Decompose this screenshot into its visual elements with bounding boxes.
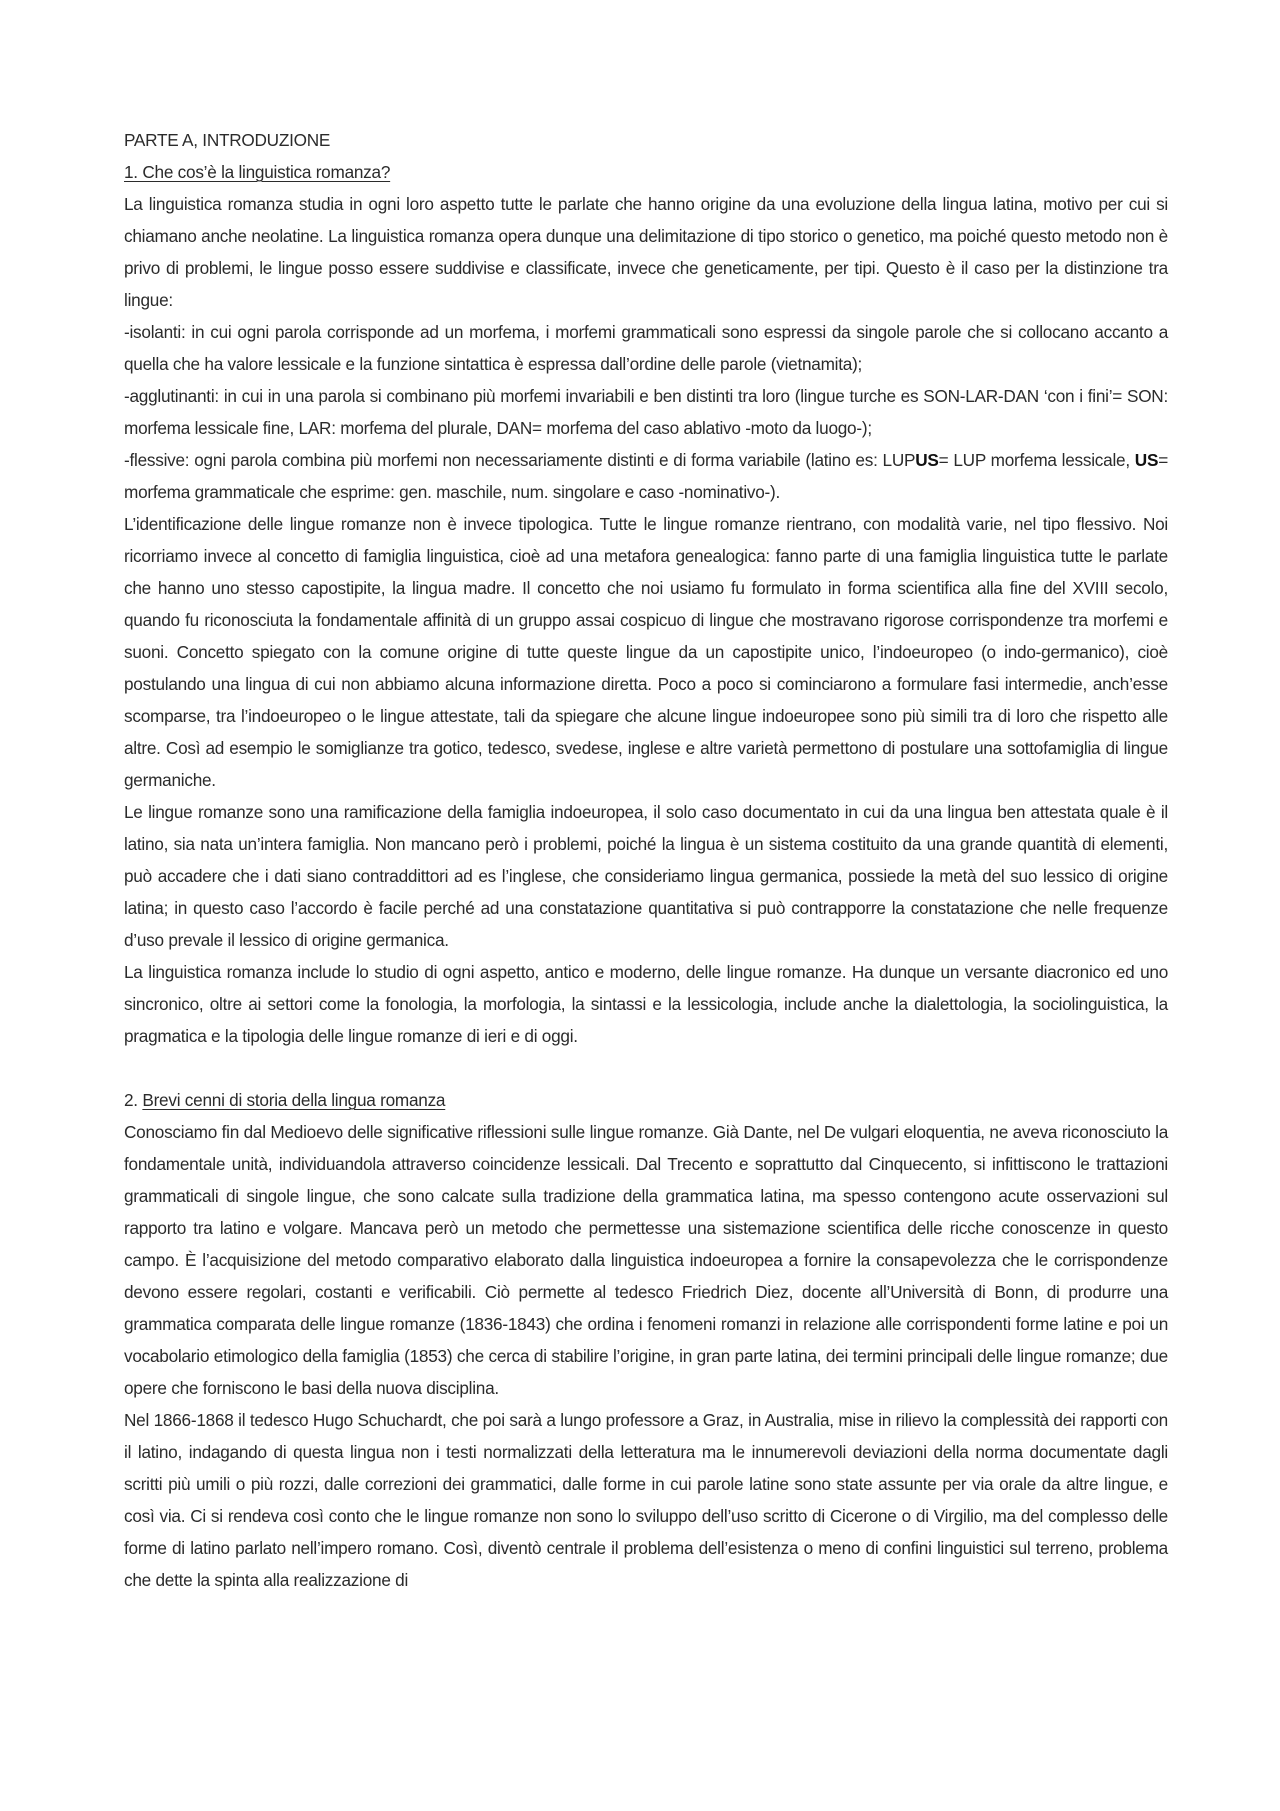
- section-2-title-text: Brevi cenni di storia della lingua romanza: [142, 1090, 446, 1110]
- section-2-paragraph-medioevo: Conosciamo fin dal Medioevo delle significative riflessioni sulle lingue romanze. Già Dante, nel De vulgari eloquentia, ne aveva riconosciuto la fondamentale unità, individuandola attraverso coincidenze lessicali. Dal Trecento e soprattutto dal Cinquecento, si infittiscono le trattazioni grammaticali di singole lingue, che sono calcate sulla tradizione della grammatica latina, ma spesso contengono acute osservazioni sul rapporto tra latino e volgare. Mancava però un metodo che permettesse una sistemazione scientifica delle ricche conoscenze in questo campo. È l’acquisizione del metodo comparativo elaborato dalla linguistica indoeuropea a fornire la consapevolezza che le corrispondenze devono essere regolari, costanti e verificabili. Ciò permette al tedesco Friedrich Diez, docente all’Università di Bonn, di produrre una grammatica comparata delle lingue romanze (1836-1843) che ordina i fenomeni romanzi in relazione alle corrispondenti forme latine e poi un vocabolario etimologico della famiglia (1853) che cerca di stabilire l’origine, in gran parte latina, dei termini principali delle lingue romanze; due opere che forniscono le basi della nuova disciplina.: [124, 1122, 1168, 1398]
- section-1-paragraph-isolanti: -isolanti: in cui ogni parola corrisponde ad un morfema, i morfemi grammaticali sono espressi da singole parole che si collocano accanto a quella che ha valore lessicale e la funzione sintattica è espressa dall’ordine delle parole (vietnamita);: [124, 322, 1168, 374]
- flessive-bold-suffix-2: US: [1134, 450, 1159, 470]
- section-1-paragraph-agglutinanti: -agglutinanti: in cui in una parola si combinano più morfemi invariabili e ben distinti tra loro (lingue turche es SON-LAR-DAN ‘con i fini’= SON: morfema lessicale fine, LAR: morfema del plurale, DAN= morfema del caso ablativo -moto da luogo-);: [124, 386, 1168, 438]
- section-2-title: [124, 1084, 1168, 1116]
- flessive-text-2: = LUP morfema lessicale,: [938, 450, 1135, 470]
- section-1-paragraph-identificazione: L’identificazione delle lingue romanze non è invece tipologica. Tutte le lingue romanze rientrano, con modalità varie, nel tipo flessivo. Noi ricorriamo invece al concetto di famiglia linguistica, cioè ad una metafora genealogica: fanno parte di una famiglia linguistica tutte le parlate che hanno uno stesso capostipite, la lingua madre. Il concetto che noi usiamo fu formulato in forma scientifica alla fine del XVIII secolo, quando fu riconosciuta la fondamentale affinità di un gruppo assai cospicuo di lingue che mostravano rigorose corrispondenze tra morfemi e suoni. Concetto spiegato con la comune origine di tutte queste lingue da un capostipite unico, l’indoeuropeo (o indo-germanico), cioè postulando una lingua di cui non abbiamo alcuna informazione diretta. Poco a poco si cominciarono a formulare fasi intermedie, anch’esse scomparse, tra l’indoeuropeo o le lingue attestate, tali da spiegare che alcune lingue indoeuropee sono più simili tra di loro che rispetto alle altre. Così ad esempio le somiglianze tra gotico, tedesco, svedese, inglese e altre varietà permettono di postulare una sottofamiglia di lingue germaniche.: [124, 514, 1168, 790]
- document-page: [124, 124, 1168, 1596]
- flessive-text-1: -flessive: ogni parola combina più morfemi non necessariamente distinti e di forma variabile (latino es: LUP: [124, 450, 916, 470]
- section-1-paragraph-intro: La linguistica romanza studia in ogni loro aspetto tutte le parlate che hanno origine da una evoluzione della lingua latina, motivo per cui si chiamano anche neolatine. La linguistica romanza opera dunque una delimitazione di tipo storico o genetico, ma poiché questo metodo non è privo di problemi, le lingue posso essere suddivise e classificate, invece che geneticamente, per tipi. Questo è il caso per la distinzione tra lingue:: [124, 194, 1168, 310]
- flessive-text-3: = morfema grammaticale che esprime: gen. maschile, num. singolare e caso -nominativo-).: [124, 450, 1168, 502]
- section-1-title: 1. Che cos’è la linguistica romanza?: [124, 162, 391, 182]
- section-2-paragraph-schuchardt: Nel 1866-1868 il tedesco Hugo Schuchardt, che poi sarà a lungo professore a Graz, in Australia, mise in rilievo la complessità dei rapporti con il latino, indagando di questa lingua non i testi normalizzati della letteratura ma le innumerevoli deviazioni della norma documentate dagli scritti più umili o più rozzi, dalle correzioni dei grammatici, dalle forme in cui parole latine sono state assunte per via orale da altre lingue, e così via. Ci si rendeva così conto che le lingue romanze non sono lo sviluppo dell’uso scritto di Cicerone o di Virgilio, ma del complesso delle forme di latino parlato nell’impero romano. Così, diventò centrale il problema dell’esistenza o meno di confini linguistici sul terreno, problema che dette la spinta alla realizzazione di: [124, 1410, 1168, 1590]
- section-spacer: [124, 1052, 1168, 1084]
- section-1-paragraph-flessive: [124, 444, 1168, 508]
- flessive-bold-suffix-1: US: [915, 450, 939, 470]
- section-2-number: 2.: [124, 1090, 143, 1110]
- part-title: PARTE A, INTRODUZIONE: [124, 130, 331, 150]
- section-1-paragraph-ramificazione: Le lingue romanze sono una ramificazione della famiglia indoeuropea, il solo caso documentato in cui da una lingua ben attestata quale è il latino, sia nata un’intera famiglia. Non mancano però i problemi, poiché la lingua è un sistema costituito da una grande quantità di elementi, può accadere che i dati siano contraddittori ad es l’inglese, che consideriamo lingua germanica, possiede la metà del suo lessico di origine latina; in questo caso l’accordo è facile perché ad una constatazione quantitativa si può contrapporre la constatazione che nelle frequenze d’uso prevale il lessico di origine germanica.: [124, 802, 1168, 950]
- section-1-paragraph-include: La linguistica romanza include lo studio di ogni aspetto, antico e moderno, delle lingue romanze. Ha dunque un versante diacronico ed uno sincronico, oltre ai settori come la fonologia, la morfologia, la sintassi e la lessicologia, include anche la dialettologia, la sociolinguistica, la pragmatica e la tipologia delle lingue romanze di ieri e di oggi.: [124, 962, 1168, 1046]
